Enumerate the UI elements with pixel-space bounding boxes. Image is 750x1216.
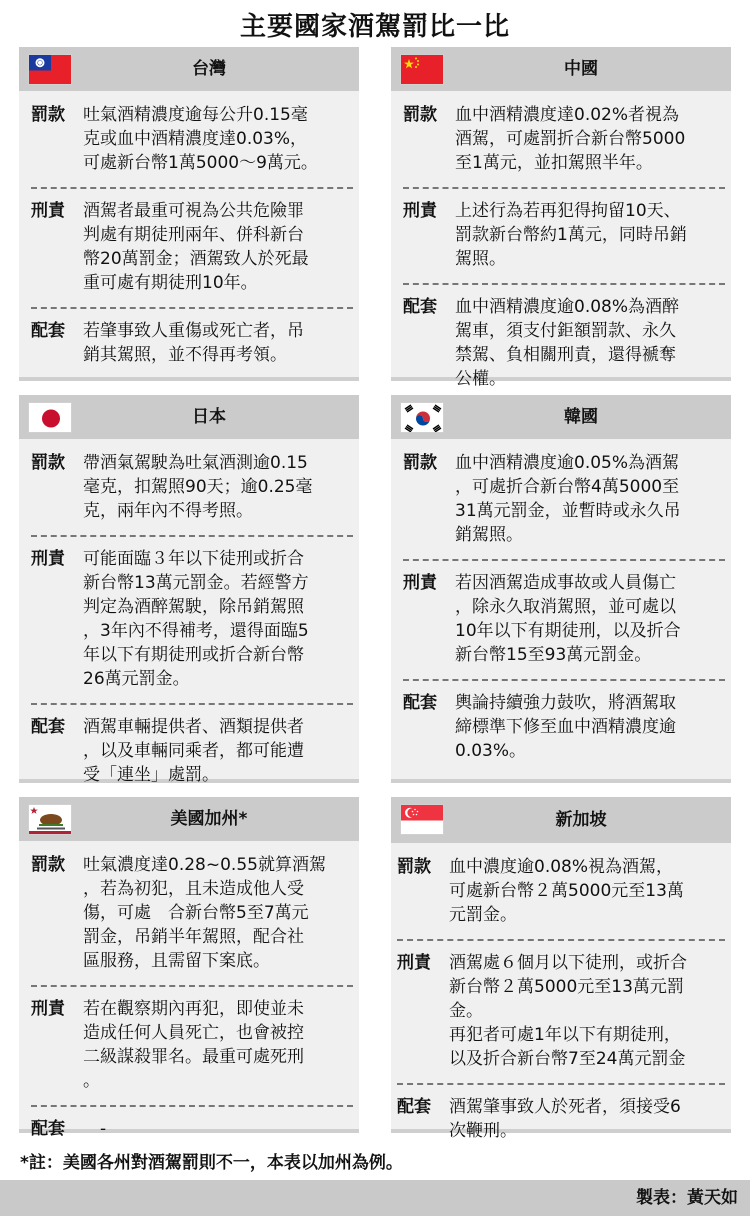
card-title: 日本	[192, 407, 226, 427]
row-label: 罰款	[31, 855, 65, 875]
page-title: 主要國家酒駕罰比一比	[239, 12, 510, 42]
penalty-row	[31, 535, 353, 699]
row-label: 罰款	[31, 453, 65, 473]
row-text: 若在觀察期內再犯，即使並未 造成任何人員死亡，也會被控 二級謀殺罪名。最重可處死刑 。	[83, 999, 304, 1091]
card-header	[19, 797, 359, 841]
penalty-row	[31, 985, 353, 1101]
row-text: 酒駕車輛提供者、酒類提供者 ，以及車輛同乘者，都可能遭 受「連坐」處罰。	[83, 717, 304, 785]
row-text: 血中酒精濃度逾0.08%為酒醉 駕車，須支付鉅額罰款、永久 禁駕、負相關刑責，還得褫奪 公權。	[455, 297, 680, 389]
row-text: 血中酒精濃度逾0.05%為酒駕 ，可處折合新台幣4萬5000至 31萬元罰金，並暫時或永久吊 銷駕照。	[455, 453, 681, 545]
row-label: 配套	[397, 1097, 431, 1117]
card-header	[391, 47, 731, 91]
card-japan	[19, 395, 359, 783]
row-label: 刑責	[31, 549, 65, 569]
japan-flag-icon	[28, 402, 72, 433]
footnote: *註：美國各州對酒駕罰則不一，本表以加州為例。	[20, 1153, 403, 1173]
penalty-row	[403, 187, 725, 279]
row-label: 配套	[403, 297, 437, 317]
fine-row	[31, 97, 353, 183]
fine-row	[31, 445, 353, 531]
china-flag-icon	[400, 54, 444, 85]
card-header	[391, 797, 731, 843]
row-text: 酒駕肇事致人於死者，須接受6 次鞭刑。	[449, 1097, 681, 1141]
row-text: 若因酒駕造成事故或人員傷亡 ，除永久取消駕照，並可處以 10年以下有期徒刑，以及折合 新台幣15至93萬元罰金。	[455, 573, 681, 665]
row-label: 配套	[31, 1119, 65, 1139]
measures-row	[31, 703, 353, 795]
row-text: 血中酒精濃度達0.02%者視為 酒駕，可處罰折合新台幣5000 至1萬元，並扣駕照半年。	[455, 105, 686, 173]
fine-row	[397, 849, 725, 935]
row-label: 配套	[403, 693, 437, 713]
row-text: 可能面臨３年以下徒刑或折合 新台幣13萬元罰金。若經警方 判定為酒醉駕駛，除吊銷駕照 ，3年內不得補考，還得面臨5 年以下有期徒刑或折合新台幣 26萬元罰金。	[83, 549, 309, 689]
footer-bar	[0, 1180, 750, 1216]
card-header	[19, 47, 359, 91]
measures-row	[31, 307, 353, 375]
measures-row	[397, 1083, 725, 1151]
penalty-row	[397, 939, 725, 1079]
row-text: 酒駕處６個月以下徒刑，或折合 新台幣２萬5000元至13萬元罰 金。 再犯者可處1年以下有期徒刑， 以及折合新台幣7至24萬元罰金	[449, 953, 687, 1069]
row-label: 刑責	[403, 573, 437, 593]
card-title: 韓國	[564, 407, 598, 427]
row-label: 配套	[31, 321, 65, 341]
row-label: 刑責	[397, 953, 431, 973]
row-text: 若肇事致人重傷或死亡者，吊 銷其駕照，並不得再考領。	[83, 321, 304, 365]
row-label: 刑責	[403, 201, 437, 221]
row-text: 血中濃度逾0.08%視為酒駕， 可處新台幣２萬5000元至13萬 元罰金。	[449, 857, 684, 925]
row-label: 刑責	[31, 999, 65, 1019]
row-text: 吐氣濃度達0.28~0.55就算酒駕 ，若為初犯，且未造成他人受 傷，可處 合新台幣5至7萬元 罰金，吊銷半年駕照，配合社 區服務，且需留下案底。	[83, 855, 326, 971]
row-label: 刑責	[31, 201, 65, 221]
row-label: 罰款	[397, 857, 431, 877]
taiwan-flag-icon	[28, 54, 72, 85]
california-flag-icon	[28, 804, 72, 835]
card-title: 中國	[564, 59, 598, 79]
row-text: 輿論持續強力鼓吹，將酒駕取 締標準下修至血中酒精濃度逾 0.03%。	[455, 693, 676, 761]
fine-row	[403, 97, 725, 183]
measures-row	[403, 679, 725, 771]
card-title: 美國加州*	[170, 809, 248, 829]
card-california	[19, 797, 359, 1139]
row-text: -	[83, 1119, 107, 1139]
card-taiwan	[19, 47, 359, 381]
measures-row	[31, 1105, 353, 1149]
row-text: 吐氣酒精濃度逾每公升0.15毫 克或血中酒精濃度達0.03%， 可處新台幣1萬5000～9萬元。	[83, 105, 318, 173]
row-label: 罰款	[403, 453, 437, 473]
row-label: 罰款	[31, 105, 65, 125]
card-korea	[391, 395, 731, 783]
korea-flag-icon	[400, 402, 444, 433]
credit-text: 製表：黃天如	[636, 1188, 738, 1208]
row-label: 罰款	[403, 105, 437, 125]
row-text: 酒駕者最重可視為公共危險罪 判處有期徒刑兩年、併科新台 幣20萬罰金；酒駕致人於死最 重可處有期徒刑10年。	[83, 201, 309, 293]
row-text: 帶酒氣駕駛為吐氣酒測逾0.15 毫克，扣駕照90天；逾0.25毫 克，兩年內不得考照。	[83, 453, 313, 521]
singapore-flag-icon	[400, 804, 444, 835]
card-title: 台灣	[192, 59, 226, 79]
card-singapore	[391, 797, 731, 1141]
penalty-row	[31, 187, 353, 303]
fine-row	[403, 445, 725, 555]
card-china	[391, 47, 731, 389]
card-title: 新加坡	[555, 810, 607, 830]
measures-row	[403, 283, 725, 399]
row-label: 配套	[31, 717, 65, 737]
row-text: 上述行為若再犯得拘留10天、 罰款新台幣約1萬元，同時吊銷 駕照。	[455, 201, 687, 269]
card-header	[19, 395, 359, 439]
fine-row	[31, 847, 353, 981]
penalty-row	[403, 559, 725, 675]
card-header	[391, 395, 731, 439]
